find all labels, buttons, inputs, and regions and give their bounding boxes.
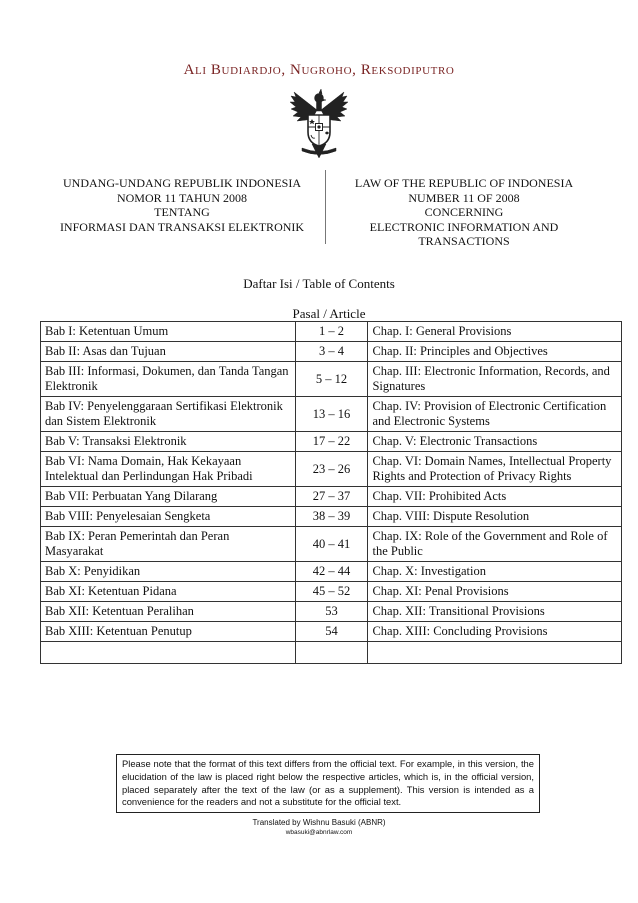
translation-note: Please note that the format of this text differs from the official text. For example, in this version, the elucidation of the law is placed right below the respective articles, which is, in the official version, placed separately after the text of the law (or as a supplement). This version is intended as a convenience for the readers and not a substitute for the official text. [116, 754, 540, 813]
article-range-cell: 3 – 4 [295, 342, 368, 362]
chapter-id-cell: Bab V: Transaksi Elektronik [41, 432, 296, 452]
header-divider [325, 170, 326, 244]
left-header-line-3: TENTANG [154, 205, 210, 219]
table-row [41, 507, 622, 527]
chapter-en-cell: Chap. X: Investigation [368, 562, 622, 582]
table-row [41, 602, 622, 622]
firm-name: Ali Budiardjo, Nugroho, Reksodiputro [183, 62, 455, 78]
chapter-id-cell: Bab VII: Perbuatan Yang Dilarang [41, 487, 296, 507]
table-row [41, 562, 622, 582]
left-header-line-2: NOMOR 11 TAHUN 2008 [116, 190, 248, 205]
right-header-line-1: LAW OF THE REPUBLIC OF INDONESIA [354, 176, 574, 190]
chapter-en-cell: Chap. XI: Penal Provisions [368, 582, 622, 602]
toc-title: Daftar Isi / Table of Contents [243, 276, 395, 291]
article-column-heading: Pasal / Article [292, 306, 366, 321]
left-header-line-4: INFORMASI DAN TRANSAKSI ELEKTRONIK [59, 219, 305, 234]
chapter-id-cell: Bab VIII: Penyelesaian Sengketa [41, 507, 296, 527]
article-range-cell: 54 [295, 622, 368, 642]
chapter-en-cell: Chap. V: Electronic Transactions [368, 432, 622, 452]
table-row [41, 487, 622, 507]
chapter-en-cell: Chap. XIII: Concluding Provisions [368, 622, 622, 642]
article-range-cell: 45 – 52 [295, 582, 368, 602]
chapter-en-cell: Chap. VI: Domain Names, Intellectual Property Rights and Protection of Privacy Rights [368, 452, 622, 487]
garuda-emblem-icon [288, 88, 350, 160]
translator-line: Translated by Wishnu Basuki (ABNR) [252, 818, 386, 827]
chapter-id-cell: Bab IX: Peran Pemerintah dan Peran Masyarakat [41, 527, 296, 562]
article-range-cell: 17 – 22 [295, 432, 368, 452]
chapter-id-cell: Bab VI: Nama Domain, Hak Kekayaan Intelektual dan Perlindungan Hak Pribadi [41, 452, 296, 487]
chapter-id-cell: Bab XII: Ketentuan Peralihan [41, 602, 296, 622]
left-header-line-1: UNDANG-UNDANG REPUBLIK INDONESIA [63, 176, 301, 190]
table-row [41, 527, 622, 562]
chapter-id-cell: Bab X: Penyidikan [41, 562, 296, 582]
chapter-en-cell: Chap. II: Principles and Objectives [368, 342, 622, 362]
table-row [41, 362, 622, 397]
table-row [41, 452, 622, 487]
translator-credit [0, 818, 638, 838]
article-range-cell: 38 – 39 [295, 507, 368, 527]
right-header-line-5: TRANSACTIONS [418, 234, 510, 248]
article-range-cell [295, 642, 368, 664]
chapter-en-cell: Chap. I: General Provisions [368, 322, 622, 342]
article-range-cell: 40 – 41 [295, 527, 368, 562]
table-row [41, 432, 622, 452]
article-range-cell: 42 – 44 [295, 562, 368, 582]
chapter-en-cell: Chap. IX: Role of the Government and Role of the Public [368, 527, 622, 562]
table-row [41, 342, 622, 362]
article-range-cell: 1 – 2 [295, 322, 368, 342]
chapter-id-cell: Bab IV: Penyelenggaraan Sertifikasi Elektronik dan Sistem Elektronik [41, 397, 296, 432]
chapter-en-cell: Chap. VIII: Dispute Resolution [368, 507, 622, 527]
english-title-block [330, 176, 598, 249]
chapter-id-cell: Bab III: Informasi, Dokumen, dan Tanda Tangan Elektronik [41, 362, 296, 397]
chapter-en-cell: Chap. III: Electronic Information, Records, and Signatures [368, 362, 622, 397]
article-range-cell: 53 [295, 602, 368, 622]
table-row [41, 582, 622, 602]
chapter-en-cell: Chap. XII: Transitional Provisions [368, 602, 622, 622]
chapter-id-cell [41, 642, 296, 664]
indonesian-title-block [48, 176, 316, 234]
translator-email: wbasuki@abnrlaw.com [285, 829, 353, 836]
chapter-en-cell: Chap. VII: Prohibited Acts [368, 487, 622, 507]
right-header-line-3: CONCERNING [424, 205, 504, 219]
right-header-line-4: ELECTRONIC INFORMATION AND [369, 219, 559, 234]
chapter-id-cell: Bab II: Asas dan Tujuan [41, 342, 296, 362]
article-range-cell: 23 – 26 [295, 452, 368, 487]
article-range-cell: 13 – 16 [295, 397, 368, 432]
table-row [41, 322, 622, 342]
chapter-id-cell: Bab XIII: Ketentuan Penutup [41, 622, 296, 642]
toc-table [40, 321, 622, 664]
chapter-id-cell: Bab I: Ketentuan Umum [41, 322, 296, 342]
table-row [41, 622, 622, 642]
article-range-cell: 27 – 37 [295, 487, 368, 507]
table-row-blank [41, 642, 622, 664]
chapter-en-cell [368, 642, 622, 664]
right-header-line-2: NUMBER 11 OF 2008 [408, 190, 520, 205]
chapter-id-cell: Bab XI: Ketentuan Pidana [41, 582, 296, 602]
article-range-cell: 5 – 12 [295, 362, 368, 397]
chapter-en-cell: Chap. IV: Provision of Electronic Certification and Electronic Systems [368, 397, 622, 432]
table-row [41, 397, 622, 432]
